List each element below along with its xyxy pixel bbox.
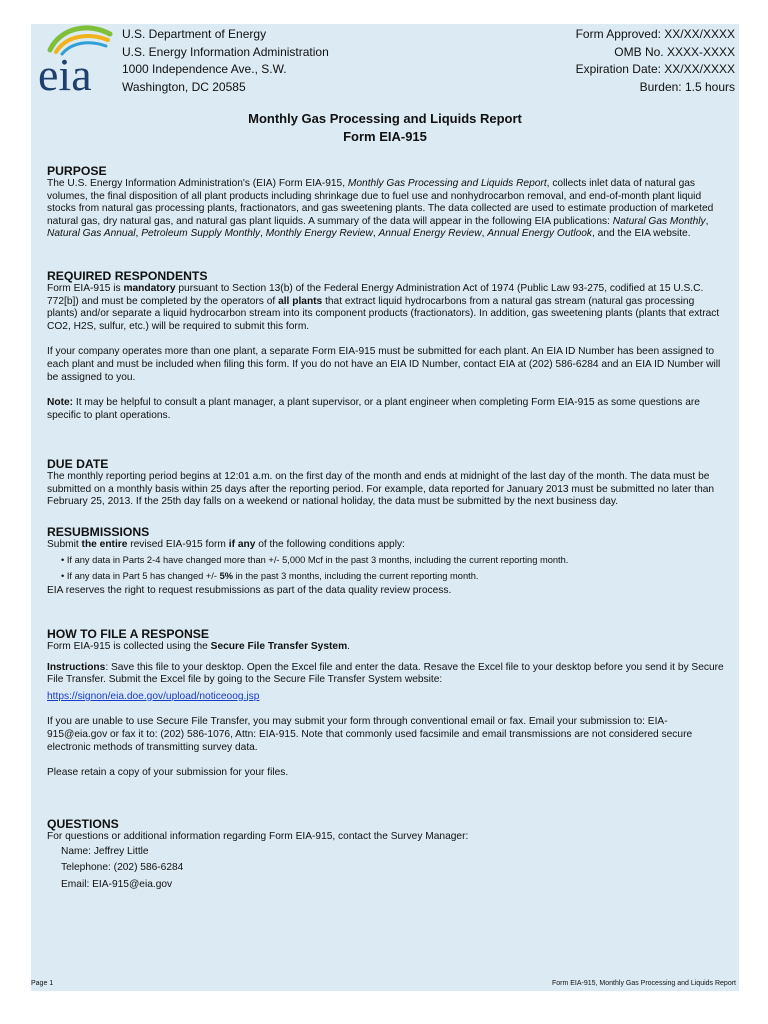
contact-email: Email: EIA-915@eia.gov (61, 878, 173, 890)
due-date-heading: DUE DATE (47, 457, 109, 471)
header-org-line: Washington, DC 20585 (122, 79, 246, 94)
sfts-link[interactable]: https://signon/eia.doe.gov/upload/noticeoog.jsp (47, 690, 260, 702)
purpose-section (47, 164, 727, 241)
form-page (31, 24, 739, 991)
header-org-line: U.S. Energy Information Administration (122, 44, 329, 59)
omb-number: OMB No. XXXX-XXXX (614, 44, 735, 59)
purpose-text: The U.S. Energy Information Administration's (EIA) Form EIA-915, Monthly Gas Processing and Liquids Report, collects inlet data of natural gas volumes, the final disposition of all plant products including shrinkage due to fuel use and nonhydrocarbon removal, and end-of-month plant liquid stocks from natural gas processing plants, fractionators, and gas sweetening plants. The data collected are used to estimate production of marketed natural gas, dry natural gas, and natural gas plant liquids. A summary of the data will appear in the following EIA publications: Natural Gas Monthly, Natural Gas Annual, Petroleum Supply Monthly, Monthly Energy Review, Annual Energy Review, Annual Energy Outlook, and the EIA website. (47, 178, 714, 240)
how-to-file-heading: HOW TO FILE A RESPONSE (47, 627, 210, 641)
condition-bullet: • If any data in Parts 2-4 have changed more than +/- 5,000 Mcf in the past 3 months, including the current reporting month. (61, 554, 569, 565)
email-fax-text: If you are unable to use Secure File Transfer, you may submit your form through conventional email or fax. Email your submission to: EIA-915@eia.gov or fax it to: (202) 586-1076, Attn: EIA-915. Note that commonly used facsimile and email transmissions are not considered secure electronic methods of transmitting survey data. (47, 716, 693, 753)
title-line-1: Monthly Gas Processing and Liquids Report (248, 111, 522, 126)
condition-bullet: • If any data in Part 5 has changed +/- 5% in the past 3 months, including the current reporting month. (61, 571, 479, 582)
questions-heading: QUESTIONS (47, 817, 119, 831)
resubmissions-text: Submit the entire revised EIA-915 form if any of the following conditions apply: (47, 539, 405, 550)
title-line-2: Form EIA-915 (343, 129, 427, 144)
expiration-date: Expiration Date: XX/XX/XXXX (575, 62, 735, 76)
resubmissions-section (47, 525, 727, 597)
form-approved: Form Approved: XX/XX/XXXX (575, 27, 735, 41)
footer-form-name: Form EIA-915, Monthly Gas Processing and Liquids Report (551, 980, 736, 987)
collection-method-text: Form EIA-915 is collected using the Secure File Transfer System. (47, 641, 350, 652)
respondents-section (47, 269, 727, 422)
respondents-text: Form EIA-915 is mandatory pursuant to Section 13(b) of the Federal Energy Administration Act of 1974 (Public Law 93-275, codified at 15 U.S.C. 772[b]) and must be completed by the operators of all plants that extract liquid hydrocarbons from a natural gas stream (natural gas processing plants) and/or separate a liquid hydrocarbon stream into its component products (fractionators). In addition, gas sweetening plants (plants that extract CO2, H2S, sulfur, etc.) will be required to submit this form. (47, 283, 720, 332)
note-text: Note: It may be helpful to consult a plant manager, a plant supervisor, or a plant engineer when completing Form EIA-915 as some questions are specific to plant operations. (47, 397, 700, 421)
instructions-text: Instructions: Save this file to your desktop. Open the Excel file and enter the data. Resave the Excel file to your desktop before you send it by Secure File Transfer. Submit the Excel file by going to the Secure File Transfer System website: (47, 661, 724, 686)
contact-name: Name: Jeffrey Little (61, 845, 149, 857)
header-org-line: U.S. Department of Energy (122, 27, 267, 41)
questions-section (47, 817, 727, 893)
questions-text: For questions or additional information regarding Form EIA-915, contact the Survey Manager: (47, 831, 469, 842)
eia-logo (36, 24, 116, 94)
how-to-file-section (47, 627, 727, 780)
agency-address (122, 26, 329, 96)
due-date-text: The monthly reporting period begins at 12:01 a.m. on the first day of the month and ends at midnight of the last day of the month. The data must be submitted on a monthly basis within 25 days after the reporting period. For example, data reported for January 2013 must be submitted no later than February 25, 2013. If the 25th day falls on a weekend or national holiday, the data must be submitted by the next business day. (47, 471, 715, 508)
retain-copy-text: Please retain a copy of your submission for your files. (47, 767, 289, 779)
resubmission-rights-text: EIA reserves the right to request resubmissions as part of the data quality review process. (47, 584, 452, 596)
burden: Burden: 1.5 hours (639, 79, 735, 94)
respondents-heading: REQUIRED RESPONDENTS (47, 269, 208, 283)
due-date-section (47, 457, 727, 509)
contact-phone: Telephone: (202) 586-6284 (61, 862, 184, 874)
resubmissions-heading: RESUBMISSIONS (47, 525, 150, 539)
purpose-heading: PURPOSE (47, 164, 107, 178)
form-approval-info (576, 26, 735, 96)
sfts-link-row (47, 691, 727, 704)
header-org-line: 1000 Independence Ave., S.W. (122, 62, 287, 76)
logo-text: eia (38, 49, 92, 94)
document-title (31, 110, 739, 146)
multiple-plants-text: If your company operates more than one plant, a separate Form EIA-915 must be submitted for each plant. An EIA ID Number has been assigned to each plant and must be included when filing this form. If you do not have an EIA ID Number, contact EIA at (202) 586-6284 and an EIA ID Number will be assigned to you. (47, 346, 721, 383)
page-number: Page 1 (31, 980, 54, 987)
eia-logo-icon (36, 24, 116, 94)
